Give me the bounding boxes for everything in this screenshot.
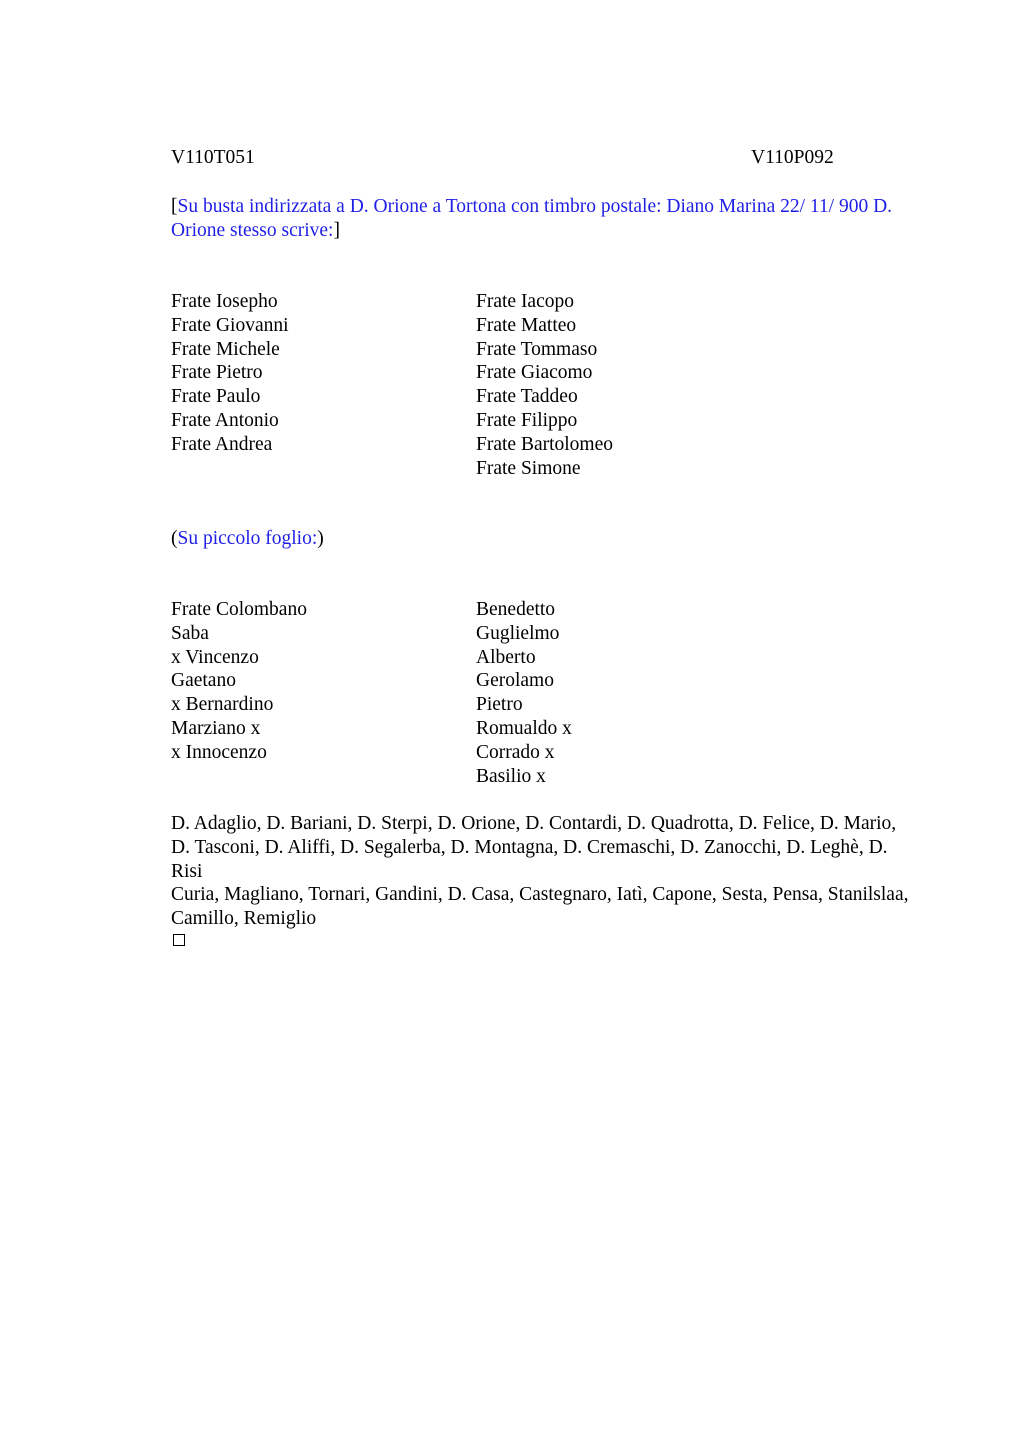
list-item: Marziano x — [171, 717, 261, 739]
list-item: Gerolamo — [476, 670, 554, 692]
bracket-close: ] — [333, 219, 340, 241]
document-code-left: V110T051 — [171, 147, 255, 168]
list-item: Romualdo x — [476, 717, 572, 739]
list-item: Frate Andrea — [171, 433, 273, 455]
list-item: Benedetto — [476, 599, 556, 620]
list-item: Frate Filippo — [476, 409, 578, 431]
friars-list-left — [171, 290, 289, 457]
paren-open: ( — [171, 528, 178, 549]
list-item: Frate Iacopo — [476, 291, 574, 312]
sheet-note — [171, 527, 931, 551]
list-item: Frate Iosepho — [171, 291, 278, 312]
sheet-note-text: Su piccolo foglio: — [177, 528, 318, 549]
list-item: Gaetano — [171, 670, 236, 692]
list-item: x Bernardino — [171, 694, 274, 716]
list-item: Guglielmo — [476, 622, 560, 644]
list-item: Frate Bartolomeo — [476, 433, 614, 455]
list-item: Frate Michele — [171, 338, 280, 360]
bracket-open: [ — [171, 196, 178, 217]
list-item: Frate Simone — [476, 457, 581, 479]
priests-paragraph: D. Adaglio, D. Bariani, D. Sterpi, D. Orione, D. Contardi, D. Quadrotta, D. Felice, D. Mario, D. Tasconi, D. Aliffi, D. Segalerba, D. Montagna, D. Cremaschi, D. Zanocchi, D. Leghè, D. Risi — [171, 813, 897, 882]
list-item: Alberto — [476, 646, 536, 668]
list-item: Corrado x — [476, 741, 555, 763]
names-list-right — [476, 598, 572, 788]
list-item: Frate Paulo — [171, 386, 261, 408]
list-item: Frate Pietro — [171, 362, 263, 384]
envelope-note — [171, 195, 931, 243]
list-item: x Vincenzo — [171, 646, 259, 668]
list-item: Frate Antonio — [171, 409, 279, 431]
curia-paragraph: Curia, Magliano, Tornari, Gandini, D. Casa, Castegnaro, Iatì, Capone, Sesta, Pensa, Stanilslaa, Camillo, Remiglio — [171, 884, 909, 929]
list-item: Frate Giacomo — [476, 362, 593, 384]
end-checkbox-icon — [173, 934, 185, 946]
paren-close: ) — [317, 528, 324, 549]
list-item: Frate Matteo — [476, 314, 577, 336]
list-item: Basilio x — [476, 765, 546, 787]
list-item: Frate Colombano — [171, 599, 307, 620]
document-code-right: V110P092 — [751, 147, 834, 168]
list-item: Frate Taddeo — [476, 386, 578, 408]
list-item: Frate Giovanni — [171, 314, 289, 336]
list-item: x Innocenzo — [171, 741, 267, 763]
list-item: Saba — [171, 622, 209, 644]
names-list-left — [171, 598, 307, 765]
list-item: Pietro — [476, 694, 523, 716]
envelope-note-text: Su busta indirizzata a D. Orione a Tortona con timbro postale: Diano Marina 22/ 11/ 900 D. Orione stesso scrive: — [171, 196, 893, 241]
list-item: Frate Tommaso — [476, 338, 598, 360]
friars-list-right — [476, 290, 613, 480]
